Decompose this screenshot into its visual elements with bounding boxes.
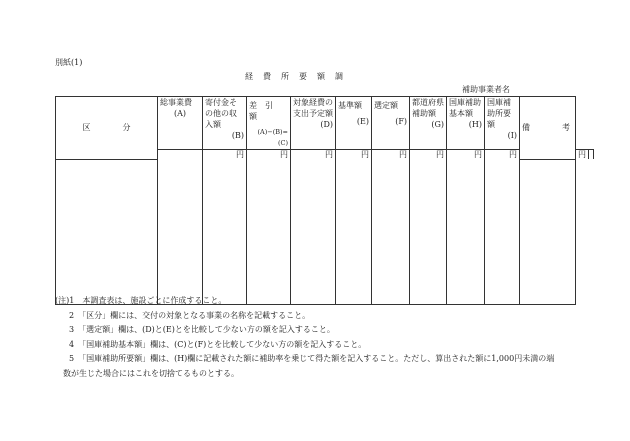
header-code: (D) [320, 120, 333, 129]
header-label: 差 引 額 [249, 101, 281, 121]
unit-cell: 円 [336, 150, 372, 160]
body-cell[interactable] [56, 159, 158, 304]
unit-cell [158, 150, 203, 160]
unit-cell: 円 [485, 150, 520, 160]
header-code: (A)−(B)=(C) [257, 128, 288, 147]
annex-label: 別紙(1) [55, 58, 83, 67]
header-planned-expense [291, 97, 336, 150]
header-category: 区 分 [56, 97, 158, 160]
page-title: 経 費 所 要 額 調 [245, 72, 344, 81]
note-item: 2 「区分」欄には、交付の対象となる事業の名称を記載すること。 [69, 310, 311, 320]
operator-name-label: 補助事業者名 [462, 85, 510, 94]
body-cell[interactable] [336, 159, 372, 304]
header-difference [247, 97, 291, 150]
header-code: (G) [431, 120, 444, 129]
header-total-cost [158, 97, 203, 150]
notes [55, 294, 554, 381]
header-label: 総事業費 [160, 98, 192, 107]
unit-cell: 円 [447, 150, 485, 160]
header-code: (F) [395, 117, 407, 126]
header-code: (B) [231, 131, 244, 140]
header-label: 寄付金その他の収入額 [205, 98, 237, 129]
unit-cell: 円 [203, 150, 247, 160]
header-remarks: 備 考 [520, 97, 576, 160]
note-item: (注)1 本調査表は、施設ごとに作成すること。 [55, 296, 227, 305]
body-cell[interactable] [291, 159, 336, 304]
unit-cell: 円 [576, 150, 589, 160]
header-row [56, 97, 594, 150]
header-label: 国庫補助所要額 [487, 98, 511, 129]
header-national-base [447, 97, 485, 150]
unit-cell: 円 [410, 150, 447, 160]
body-cell[interactable] [247, 159, 291, 304]
unit-cell: 円 [372, 150, 410, 160]
body-cell[interactable] [372, 159, 410, 304]
body-row [56, 159, 594, 304]
unit-cell: 円 [291, 150, 336, 160]
header-label: 国庫補助基本額 [449, 98, 481, 118]
header-label: 都道府県補助額 [412, 98, 444, 118]
header-code: (A) [173, 109, 187, 118]
body-cell[interactable] [410, 159, 447, 304]
body-cell[interactable] [158, 159, 203, 304]
note-item: 4 「国庫補助基本額」欄は、(C)と(F)とを比較して少ない方の額を記入すること。 [69, 339, 367, 349]
header-selected-amount [372, 97, 410, 150]
body-cell[interactable] [203, 159, 247, 304]
unit-cell: 円 [247, 150, 291, 160]
header-prefecture-subsidy [410, 97, 447, 150]
header-code: (E) [356, 117, 369, 126]
header-label: 基準額 [338, 101, 362, 110]
header-label: 対象経費の支出予定額 [293, 98, 333, 118]
note-item-continuation: 数が生じた場合にはこれを切捨てるものとする。 [63, 368, 239, 378]
header-label: 選定額 [374, 101, 398, 110]
header-standard-amount [336, 97, 372, 150]
note-item: 5 「国庫補助所要額」欄は、(H)欄に記載された額に補助率を乗じて得た額を記入すること。ただし、算出された額に1,000円未満の端 [69, 354, 555, 363]
header-national-required [485, 97, 520, 150]
header-donation-income [203, 97, 247, 150]
body-cell[interactable] [520, 159, 576, 304]
expense-table [55, 96, 594, 305]
body-cell[interactable] [485, 159, 520, 304]
unit-cell [589, 150, 594, 160]
header-code: (I) [507, 131, 517, 140]
header-code: (H) [468, 120, 482, 129]
note-item: 3 「選定額」欄は、(D)と(E)とを比較して少ない方の額を記入すること。 [69, 325, 335, 334]
body-cell[interactable] [447, 159, 485, 304]
